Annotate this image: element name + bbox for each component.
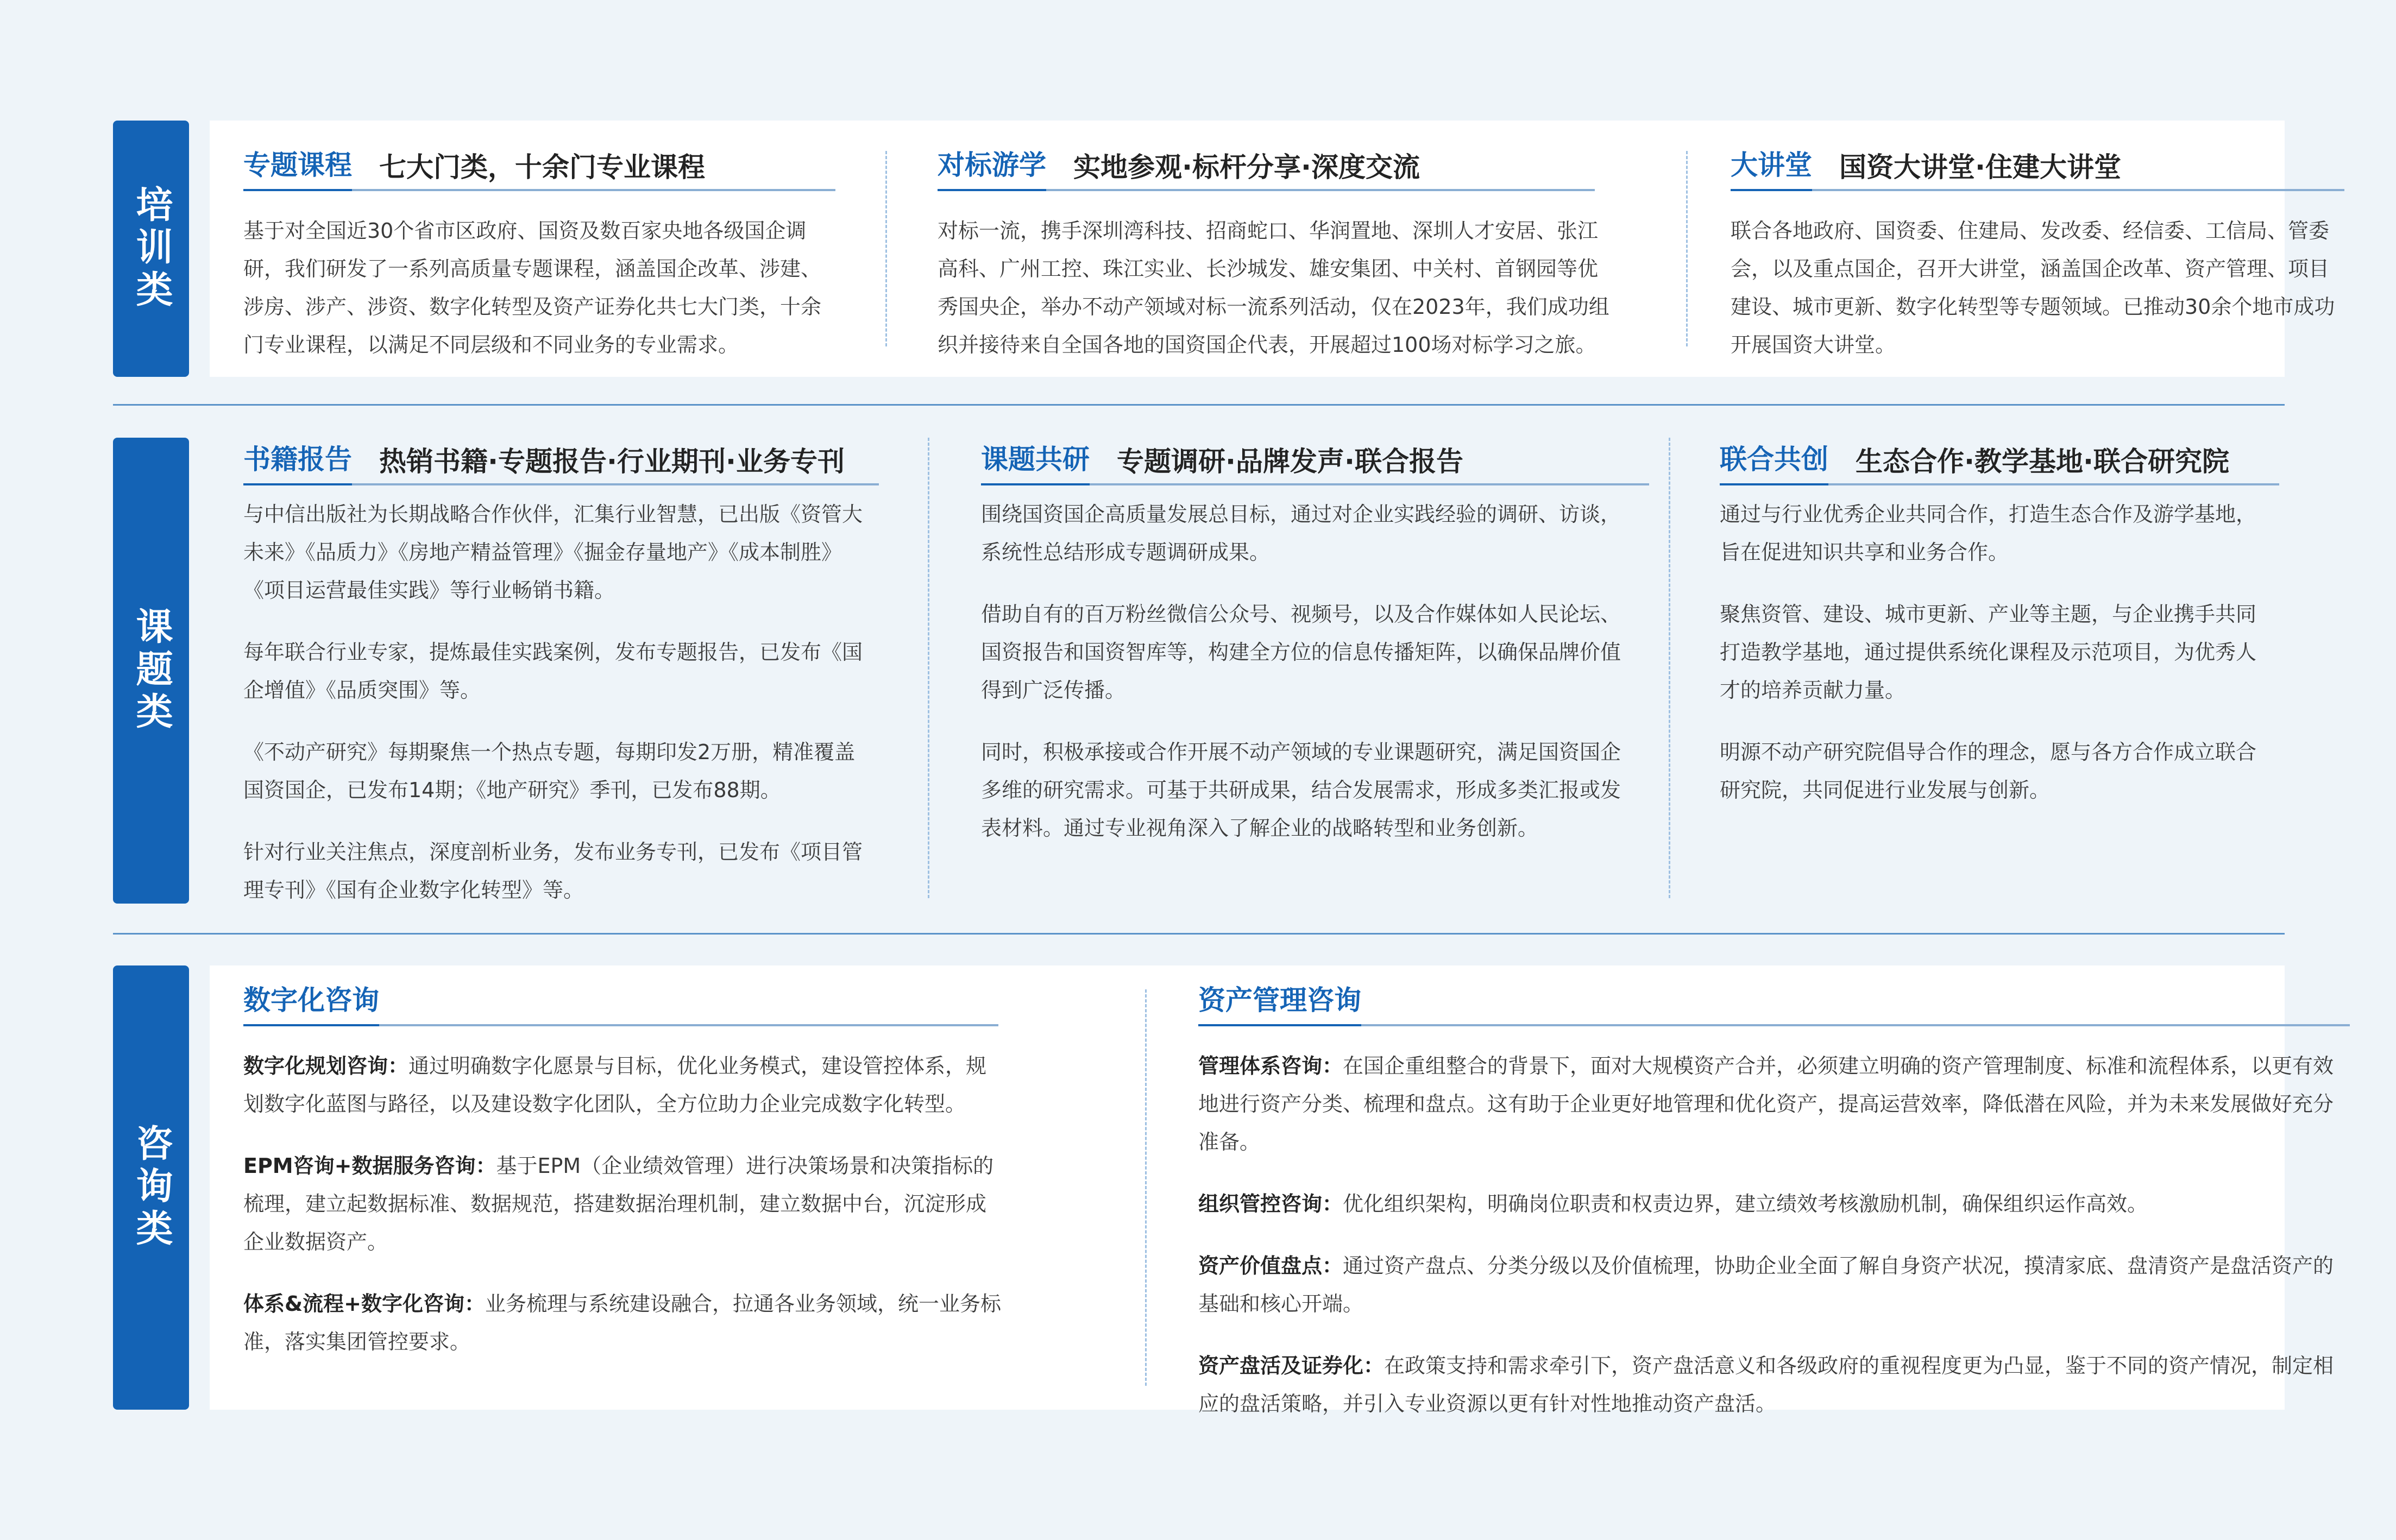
column-divider xyxy=(1669,438,1670,898)
section-consulting xyxy=(113,965,2334,1416)
section-separator xyxy=(113,933,2285,935)
item-label: EPM咨询+数据服务咨询： xyxy=(243,1154,496,1178)
item-label: 体系&流程+数字化咨询： xyxy=(243,1292,485,1316)
column-divider xyxy=(1686,151,1688,346)
column-divider xyxy=(1145,989,1147,1386)
column-header xyxy=(1731,141,2344,191)
column-title: 对标游学 xyxy=(938,141,1046,189)
section-tag-label: 咨询类 xyxy=(130,1124,173,1251)
column-divider xyxy=(885,151,887,346)
column-special-course xyxy=(210,121,883,377)
column-title: 课题共研 xyxy=(981,436,1090,483)
section-tag-label: 培训类 xyxy=(130,185,173,312)
column-books-reports xyxy=(210,438,900,904)
column-lecture xyxy=(1709,121,2381,377)
section-training xyxy=(113,121,2335,377)
column-header xyxy=(981,436,1649,485)
column-body xyxy=(243,495,868,909)
paragraph: 借助自有的百万粉丝微信公众号、视频号，以及合作媒体如人民论坛、国资报告和国资智库等，构建全方位的信息传播矩阵，以确保品牌价值得到广泛传播。 xyxy=(981,602,1621,702)
paragraph: 聚焦资管、建设、城市更新、产业等主题，与企业携手共同打造教学基地，通过提供系统化课程及示范项目，为优秀人才的培养贡献力量。 xyxy=(1720,602,2257,702)
item-label: 管理体系咨询： xyxy=(1198,1054,1343,1078)
paragraph: 对标一流，携手深圳湾科技、招商蛇口、华润置地、深圳人才安居、张江高科、广州工控、珠江实业、长沙城发、雄安集团、中关村、首钢园等优秀国央企，举办不动产领域对标一流系列活动，仅在2023年，我们成功组织并接待来自全国各地的国资国企代表，开展超过100场对标学习之旅。 xyxy=(938,219,1609,357)
column-subtitle: 七大门类，十余门专业课程 xyxy=(379,152,705,183)
item-text: 在国企重组整合的背景下，面对大规模资产合并，必须建立明确的资产管理制度、标准和流程体系，以更有效地进行资产分类、梳理和盘点。这有助于企业更好地管理和优化资产，提高运营效率，降低潜在风险，并为未来发展做好充分准备。 xyxy=(1198,1054,2334,1154)
section-tag-research xyxy=(113,438,189,904)
section-tag-label: 课题类 xyxy=(130,607,173,734)
item-text: 基于EPM（企业绩效管理）进行决策场景和决策指标的梳理，建立起数据标准、数据规范，搭建数据治理机制，建立数据中台，沉淀形成企业数据资产。 xyxy=(243,1154,994,1254)
consulting-item xyxy=(243,1147,1004,1261)
paragraph: 与中信出版社为长期战略合作伙伴，汇集行业智慧，已出版《资管大未来》《品质力》《房地产精益管理》《掘金存量地产》《成本制胜》《项目运营最佳实践》等行业畅销书籍。 xyxy=(243,502,863,602)
column-body xyxy=(1198,1047,2350,1423)
column-digital-consulting xyxy=(210,965,1111,1410)
item-label: 资产盘活及证券化： xyxy=(1198,1354,1385,1378)
section-panel xyxy=(210,965,2334,1416)
item-text: 通过明确数字化愿景与目标，优化业务模式，建设管控体系，规划数字化蓝图与路径，以及建设数字化团队，全方位助力企业完成数字化转型。 xyxy=(243,1054,987,1116)
column-title: 书籍报告 xyxy=(243,436,352,483)
paragraph: 针对行业关注焦点，深度剖析业务，发布业务专刊，已发布《项目管理专刊》《国有企业数字化转型》等。 xyxy=(243,840,863,902)
section-separator xyxy=(113,404,2285,406)
consulting-item xyxy=(243,1047,1004,1123)
item-label: 数字化规划咨询： xyxy=(243,1054,409,1078)
paragraph: 同时，积极承接或合作开展不动产领域的专业课题研究，满足国资国企多维的研究需求。可基于共研成果，结合发展需求，形成多类汇报或发表材料。通过专业视角深入了解企业的战略转型和业务创新。 xyxy=(981,740,1621,840)
item-text: 通过资产盘点、分类分级以及价值梳理，协助企业全面了解自身资产状况，摸清家底、盘清资产是盘活资产的基础和核心开端。 xyxy=(1198,1254,2334,1316)
column-title: 大讲堂 xyxy=(1731,141,1812,189)
column-body xyxy=(1720,495,2263,809)
item-label: 组织管控咨询： xyxy=(1198,1192,1343,1216)
paragraph: 围绕国资国企高质量发展总目标，通过对企业实践经验的调研、访谈，系统性总结形成专题调研成果。 xyxy=(981,502,1621,564)
column-header xyxy=(938,141,1595,191)
consulting-item xyxy=(243,1285,1004,1361)
column-co-creation xyxy=(1698,438,2381,904)
section-tag-consulting xyxy=(113,965,189,1410)
consulting-item xyxy=(1198,1347,2350,1423)
column-header xyxy=(1720,436,2279,485)
column-subtitle: 专题调研·品牌发声·联合报告 xyxy=(1117,446,1463,477)
column-body xyxy=(938,212,1611,364)
column-header xyxy=(243,436,879,485)
column-subtitle: 生态合作·教学基地·联合研究院 xyxy=(1856,446,2229,477)
item-text: 业务梳理与系统建设融合，拉通各业务领域，统一业务标准，落实集团管控要求。 xyxy=(243,1292,1001,1354)
column-subtitle: 实地参观·标杆分享·深度交流 xyxy=(1073,152,1420,183)
consulting-item xyxy=(1198,1247,2350,1323)
paragraph: 联合各地政府、国资委、住建局、发改委、经信委、工信局、管委会，以及重点国企，召开大讲堂，涵盖国企改革、资产管理、项目建设、城市更新、数字化转型等专题领域。已推动30余个地市成功开展国资大讲堂。 xyxy=(1731,219,2335,357)
section-tag-training xyxy=(113,121,189,377)
section-research xyxy=(113,438,2285,904)
paragraph: 《不动产研究》每期聚焦一个热点专题，每期印发2万册，精准覆盖国资国企，已发布14期；《地产研究》季刊，已发布88期。 xyxy=(243,740,856,802)
column-joint-research xyxy=(959,438,1665,904)
column-subtitle: 热销书籍·专题报告·行业期刊·业务专刊 xyxy=(379,446,845,477)
column-title: 专题课程 xyxy=(243,141,352,189)
column-header xyxy=(243,976,998,1026)
column-asset-consulting xyxy=(1177,965,2381,1416)
column-divider xyxy=(928,438,929,898)
section-panel xyxy=(210,121,2335,377)
consulting-item xyxy=(1198,1185,2350,1223)
item-text: 在政策支持和需求牵引下，资产盘活意义和各级政府的重视程度更为凸显，鉴于不同的资产情况，制定相应的盘活策略，并引入专业资源以更有针对性地推动资产盘活。 xyxy=(1198,1354,2334,1416)
paragraph: 基于对全国近30个省市区政府、国资及数百家央地各级国企调研，我们研发了一系列高质量专题课程，涵盖国企改革、涉建、涉房、涉产、涉资、数字化转型及资产证券化共七大门类，十余门专业课程，以满足不同层级和不同业务的专业需求。 xyxy=(243,219,822,357)
paragraph: 每年联合行业专家，提炼最佳实践案例，发布专题报告，已发布《国企增值》《品质突围》等。 xyxy=(243,640,863,702)
item-label: 资产价值盘点： xyxy=(1198,1254,1343,1278)
column-benchmark-tour xyxy=(916,121,1622,377)
column-header xyxy=(1198,976,2350,1026)
column-title: 资产管理咨询 xyxy=(1198,976,1361,1024)
column-title: 联合共创 xyxy=(1720,436,1828,483)
column-body xyxy=(1731,212,2344,364)
consulting-item xyxy=(1198,1047,2350,1161)
paragraph: 通过与行业优秀企业共同合作，打造生态合作及游学基地，旨在促进知识共享和业务合作。 xyxy=(1720,502,2257,564)
column-body xyxy=(243,1047,1004,1361)
column-subtitle: 国资大讲堂·住建大讲堂 xyxy=(1839,152,2121,183)
item-text: 优化组织架构，明确岗位职责和权责边界，建立绩效考核激励机制，确保组织运作高效。 xyxy=(1343,1192,2148,1216)
column-header xyxy=(243,141,835,191)
paragraph: 明源不动产研究院倡导合作的理念，愿与各方合作成立联合研究院，共同促进行业发展与创新。 xyxy=(1720,740,2257,802)
column-title: 数字化咨询 xyxy=(243,976,379,1024)
column-body xyxy=(981,495,1622,847)
section-panel xyxy=(210,438,2285,904)
column-body xyxy=(243,212,841,364)
